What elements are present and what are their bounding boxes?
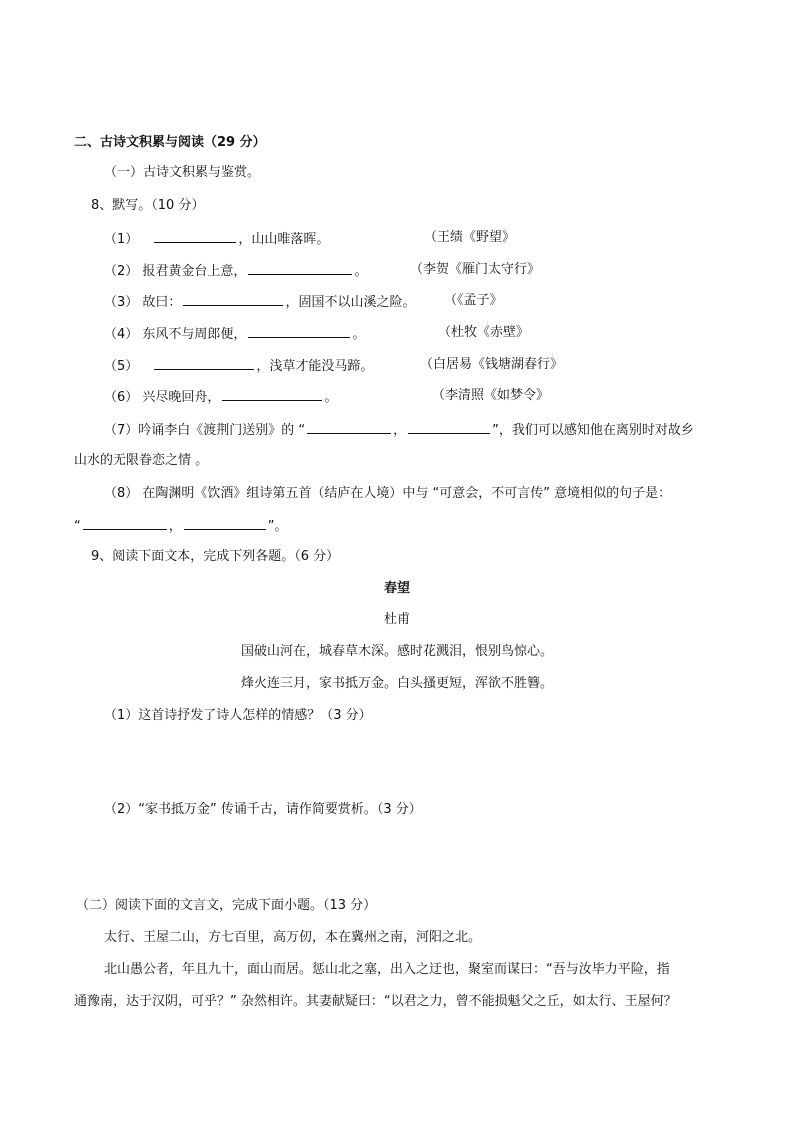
item-text: ”。 <box>267 519 288 534</box>
q8-item-5-source: （白居易《钱塘湖春行》 <box>420 357 564 372</box>
q8-item-7-line2: 山水的无限眷恋之情 。 <box>74 453 209 468</box>
item-text: 。 <box>354 264 368 279</box>
item-number: （6） <box>104 390 139 405</box>
answer-blank[interactable] <box>154 229 236 243</box>
item-text: （7）吟诵李白《渡荆门送别》的 “ <box>104 423 306 438</box>
poem-author: 杜甫 <box>383 612 410 627</box>
item-text: ，山山唯落晖。 <box>238 232 330 247</box>
q8-item-1-source: （王绩《野望》 <box>424 230 516 245</box>
answer-blank[interactable] <box>154 356 254 370</box>
q8-item-3 <box>104 292 415 312</box>
passage-paragraph-1: 太行、王屋二山，方七百里，高万仞，本在冀州之南，河阳之北。 <box>104 930 482 945</box>
q8-item-6 <box>104 387 337 407</box>
answer-blank[interactable] <box>183 292 283 306</box>
part2-heading: （二）阅读下面的文言文，完成下面小题。（13 分） <box>76 898 377 913</box>
item-text: 。 <box>324 390 338 405</box>
item-text: 在陶渊明《饮酒》组诗第五首（结庐在人境）中与 “可意会，不可言传” 意境相似的句子是： <box>142 486 672 501</box>
item-number: （8） <box>104 486 139 501</box>
item-text: 故曰： <box>142 295 182 310</box>
item-number: （3） <box>104 295 139 310</box>
answer-blank[interactable] <box>184 516 266 530</box>
q8-item-3-source: （《孟子》 <box>444 293 503 308</box>
item-text: ， <box>168 519 182 534</box>
passage-paragraph-2-line2: 通豫南，达于汉阴，可乎？” 杂然相许。其妻献疑曰：“以君之力，曾不能损魁父之丘，如太行、王屋何？ <box>74 994 677 1009</box>
item-text: ，固国不以山溪之险。 <box>285 295 416 310</box>
item-text: 兴尽晚回舟， <box>142 390 221 405</box>
q8-item-2-source: （李贺《雁门太守行》 <box>410 262 541 277</box>
q8-item-4 <box>104 324 365 344</box>
passage-paragraph-2-line1: 北山愚公者，年且九十，面山而居。惩山北之塞，出入之迂也，聚室而谋曰：“吾与汝毕力平险，指 <box>104 962 670 977</box>
item-text: 东风不与周郎便， <box>142 327 247 342</box>
q8-item-7-line1 <box>104 420 694 440</box>
section-title: 二、古诗文积累与阅读（29 分） <box>74 135 266 150</box>
answer-blank[interactable] <box>222 387 322 401</box>
answer-blank[interactable] <box>307 420 391 434</box>
q8-item-6-source: （李清照《如梦令》 <box>432 388 550 403</box>
q8-item-5 <box>104 356 373 376</box>
item-text: 报君黄金台上意， <box>142 264 247 279</box>
q8-item-2 <box>104 261 367 281</box>
q8-item-1 <box>104 229 329 249</box>
item-text: ，浅草才能没马蹄。 <box>256 359 374 374</box>
q9-heading: 9、阅读下面文本，完成下列各题。（6 分） <box>91 549 340 564</box>
q8-item-4-source: （杜牧《赤壁》 <box>438 325 530 340</box>
item-number: （5） <box>104 359 139 374</box>
poem-line-2: 烽火连三月，家书抵万金。白头搔更短，浑欲不胜簪。 <box>240 676 553 691</box>
q8-item-8-line2 <box>74 516 288 536</box>
answer-blank[interactable] <box>248 261 352 275</box>
poem-line-1: 国破山河在，城春草木深。感时花溅泪，恨别鸟惊心。 <box>240 644 553 659</box>
answer-blank[interactable] <box>83 516 167 530</box>
answer-blank[interactable] <box>248 324 350 338</box>
item-text: “ <box>74 519 81 534</box>
poem-title: 春望 <box>383 581 410 596</box>
item-text: ”，我们可以感知他在离别时对故乡 <box>492 423 694 438</box>
item-text: 。 <box>352 327 366 342</box>
item-number: （1） <box>104 232 139 247</box>
item-text: ， <box>393 423 407 438</box>
q8-heading: 8、默写。（10 分） <box>91 198 205 213</box>
q9-subquestion-2: （2）“家书抵万金” 传诵千古，请作简要赏析。（3 分） <box>104 802 422 817</box>
q8-item-8-line1 <box>104 485 671 503</box>
part1-heading: （一）古诗文积累与鉴赏。 <box>104 165 261 180</box>
item-number: （4） <box>104 327 139 342</box>
answer-blank[interactable] <box>408 420 490 434</box>
q9-subquestion-1: （1）这首诗抒发了诗人怎样的情感？（3 分） <box>104 708 372 723</box>
item-number: （2） <box>104 264 139 279</box>
